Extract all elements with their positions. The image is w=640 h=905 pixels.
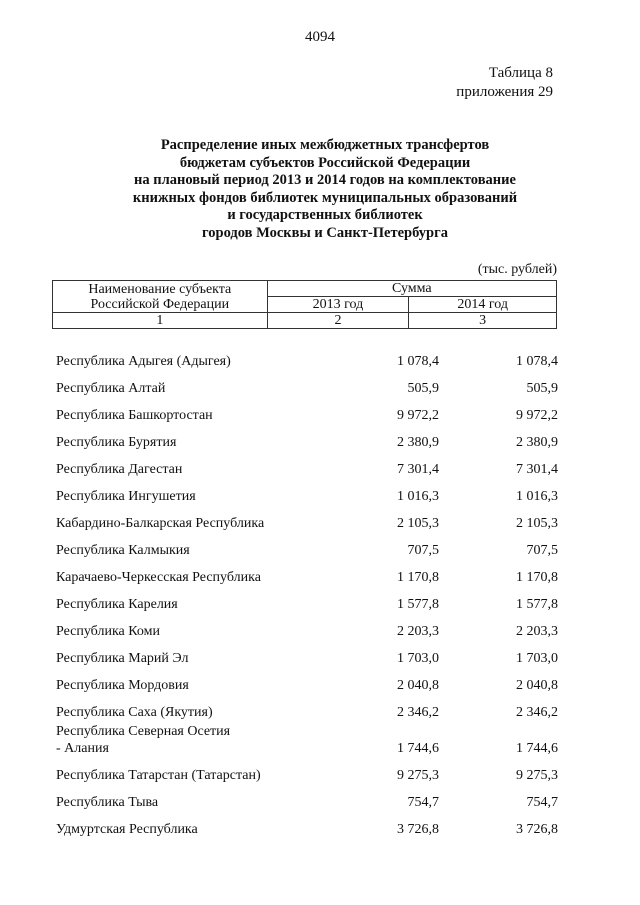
value-2013: 2 346,2	[397, 705, 439, 720]
value-2013: 9 972,2	[397, 408, 439, 423]
table-row	[56, 616, 558, 643]
table-label	[456, 64, 553, 102]
value-2013: 2 040,8	[397, 678, 439, 693]
value-2014: 2 040,8	[516, 678, 558, 693]
table-row	[56, 481, 558, 508]
table-row	[56, 589, 558, 616]
title-line: Распределение иных межбюджетных трансфертов	[160, 137, 490, 153]
table-row	[56, 373, 558, 400]
header-sum: Сумма	[267, 281, 556, 297]
subject-name: Республика Марий Эл	[56, 651, 189, 666]
subject-name: Удмуртская Республика	[56, 822, 198, 837]
subject-name: Республика Карелия	[56, 597, 178, 612]
value-2014: 505,9	[526, 381, 558, 396]
subject-name: Республика Адыгея (Адыгея)	[56, 354, 231, 369]
table-row	[56, 427, 558, 454]
title-line: на плановый период 2013 и 2014 годов на комплектование	[134, 172, 516, 188]
table-row	[56, 400, 558, 427]
table-row	[56, 346, 558, 373]
table-label-line1: Таблица 8	[488, 65, 553, 81]
value-2014: 2 380,9	[516, 435, 558, 450]
value-2014: 1 016,3	[516, 489, 558, 504]
subject-name: Республика Саха (Якутия)	[56, 705, 213, 720]
table-header	[52, 280, 557, 329]
value-2014: 1 078,4	[516, 354, 558, 369]
units-label: (тыс. рублей)	[477, 262, 557, 277]
subject-name: Республика Ингушетия	[56, 489, 196, 504]
table-row	[56, 454, 558, 481]
header-col-number-3: 3	[409, 313, 557, 329]
table-body	[56, 346, 558, 841]
subject-name: Карачаево-Черкесская Республика	[56, 570, 261, 585]
value-2014: 2 105,3	[516, 516, 558, 531]
value-2014: 2 346,2	[516, 705, 558, 720]
value-2013: 2 203,3	[397, 624, 439, 639]
value-2013: 505,9	[407, 381, 439, 396]
subject-name: Республика Калмыкия	[56, 543, 190, 558]
value-2014: 754,7	[526, 795, 558, 810]
value-2013: 3 726,8	[397, 822, 439, 837]
table-label-line2: приложения 29	[456, 84, 553, 100]
value-2013: 1 744,6	[397, 741, 439, 756]
header-subject-name: Наименование субъекта Российской Федерации	[53, 281, 268, 313]
title-line: и государственных библиотек	[227, 207, 423, 223]
value-2014: 9 275,3	[516, 768, 558, 783]
table-row	[56, 670, 558, 697]
document-title	[100, 137, 550, 242]
value-2014: 1 703,0	[516, 651, 558, 666]
subject-name: Республика Бурятия	[56, 435, 177, 450]
value-2013: 1 078,4	[397, 354, 439, 369]
table-row	[56, 787, 558, 814]
table-row	[56, 508, 558, 535]
table-row	[56, 724, 558, 760]
value-2014: 707,5	[526, 543, 558, 558]
value-2013: 2 105,3	[397, 516, 439, 531]
subject-name: Республика Алтай	[56, 381, 166, 396]
value-2014: 3 726,8	[516, 822, 558, 837]
subject-name: Республика Татарстан (Татарстан)	[56, 768, 261, 783]
value-2013: 1 170,8	[397, 570, 439, 585]
table-row	[56, 643, 558, 670]
subject-name: Республика Северная Осетия - Алания	[56, 724, 231, 756]
title-line: бюджетам субъектов Российской Федерации	[179, 154, 471, 171]
subject-name: Республика Коми	[56, 624, 160, 639]
header-year-2013: 2013 год	[267, 297, 409, 313]
subject-name: Кабардино-Балкарская Республика	[56, 516, 265, 531]
value-2013: 2 380,9	[397, 435, 439, 450]
title-line: книжных фондов библиотек муниципальных образований	[132, 189, 518, 206]
page-number: 4094	[305, 29, 335, 45]
header-col-number-1: 1	[53, 313, 268, 329]
value-2014: 1 744,6	[516, 741, 558, 756]
value-2013: 7 301,4	[397, 462, 439, 477]
header-col-number-2: 2	[267, 313, 409, 329]
table-row	[56, 814, 558, 841]
value-2013: 1 703,0	[397, 651, 439, 666]
value-2014: 9 972,2	[516, 408, 558, 423]
value-2014: 2 203,3	[516, 624, 558, 639]
subject-name: Республика Дагестан	[56, 462, 183, 477]
subject-name: Республика Мордовия	[56, 678, 189, 693]
value-2013: 1 577,8	[397, 597, 439, 612]
subject-name: Республика Башкортостан	[56, 408, 213, 423]
subject-name: Республика Тыва	[56, 795, 159, 810]
value-2013: 707,5	[407, 543, 439, 558]
table-row	[56, 760, 558, 787]
value-2013: 9 275,3	[397, 768, 439, 783]
table-row	[56, 562, 558, 589]
table-row	[56, 535, 558, 562]
value-2014: 1 577,8	[516, 597, 558, 612]
value-2014: 1 170,8	[516, 570, 558, 585]
value-2013: 1 016,3	[397, 489, 439, 504]
value-2013: 754,7	[407, 795, 439, 810]
table-row	[56, 697, 558, 724]
title-line: городов Москвы и Санкт-Петербурга	[202, 224, 448, 241]
header-year-2014: 2014 год	[409, 297, 557, 313]
value-2014: 7 301,4	[516, 462, 558, 477]
